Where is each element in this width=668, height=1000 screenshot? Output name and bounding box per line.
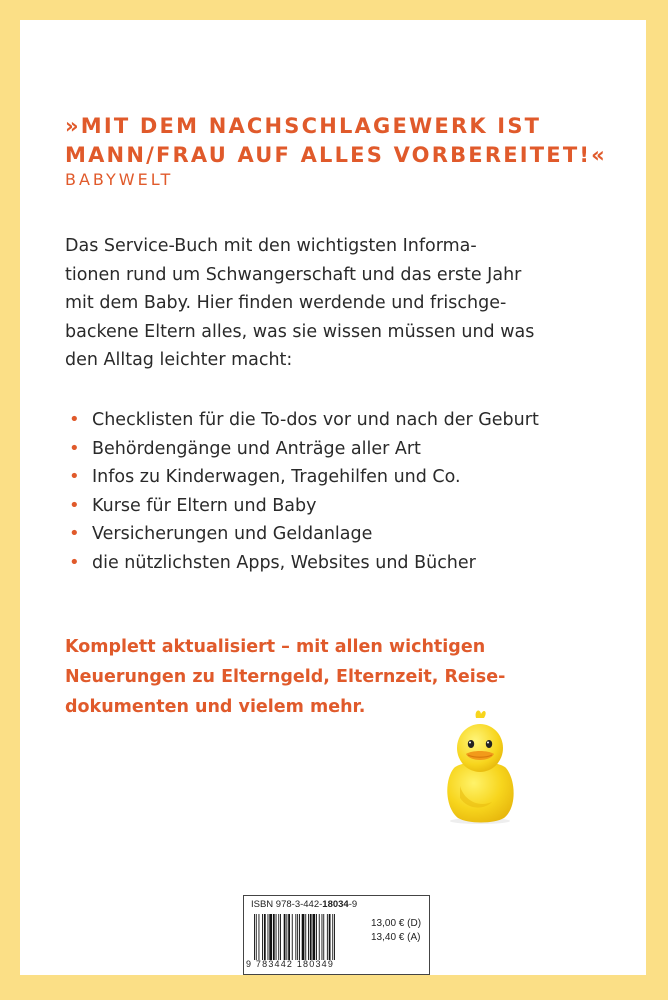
price-de: 13,00 € (D) [371, 918, 422, 929]
list-item-text: die nützlichsten Apps, Websites und Bücher [92, 552, 476, 573]
review-quote [65, 112, 625, 170]
quote-line: »MIT DEM NACHSCHLAGEWERK IST [65, 114, 542, 138]
quote-line: MANN/FRAU AUF ALLES VORBEREITET!« [65, 143, 607, 167]
bullet-icon: • [69, 466, 80, 487]
barcode-digits: 9 783442 180349 [246, 959, 335, 969]
intro-line: backene Eltern alles, was sie wissen müssen und was [65, 321, 535, 342]
feature-list [65, 406, 625, 577]
closing-line: Neuerungen zu Elterngeld, Elternzeit, Reise- [65, 667, 506, 687]
bullet-icon: • [69, 437, 80, 459]
list-item-text: Behördengänge und Anträge aller Art [92, 438, 421, 459]
rubber-duck-icon [440, 708, 520, 824]
bullet-icon: • [69, 409, 80, 430]
bullet-icon: • [69, 523, 80, 544]
intro-line: den Alltag leichter macht: [65, 350, 293, 370]
isbn-text [251, 899, 357, 910]
isbn-suffix: -9 [348, 899, 358, 910]
intro-line: mit dem Baby. Hier finden werdende und frischge- [65, 293, 507, 313]
list-item-text: Versicherungen und Geldanlage [92, 524, 373, 544]
list-item [65, 549, 625, 578]
list-item-text: Checklisten für die To-dos vor und nach der Geburt [92, 410, 539, 430]
list-item [65, 435, 625, 464]
bullet-icon: • [69, 494, 80, 516]
barcode-icon [254, 914, 364, 960]
closing-line: dokumenten und vielem mehr. [65, 697, 366, 717]
back-cover [20, 20, 646, 975]
price-block [371, 917, 421, 945]
barcode-box [243, 895, 430, 975]
isbn-prefix: ISBN 978-3-442- [251, 899, 323, 910]
bullet-icon: • [69, 551, 80, 573]
isbn-bold: 18034 [322, 899, 349, 910]
quote-source: BABYWELT [65, 170, 174, 189]
intro-paragraph [65, 232, 625, 375]
list-item [65, 520, 625, 549]
intro-line: Das Service-Buch mit den wichtigsten Informa- [65, 236, 477, 256]
intro-line: tionen rund um Schwangerschaft und das erste Jahr [65, 264, 522, 285]
list-item [65, 406, 625, 435]
price-at: 13,40 € (A) [371, 932, 421, 943]
closing-line: Komplett aktualisiert – mit allen wichtigen [65, 637, 486, 657]
list-item [65, 463, 625, 492]
closing-statement [65, 632, 625, 722]
list-item-text: Infos zu Kinderwagen, Tragehilfen und Co. [92, 467, 461, 487]
list-item-text: Kurse für Eltern und Baby [92, 495, 317, 516]
list-item [65, 492, 625, 521]
